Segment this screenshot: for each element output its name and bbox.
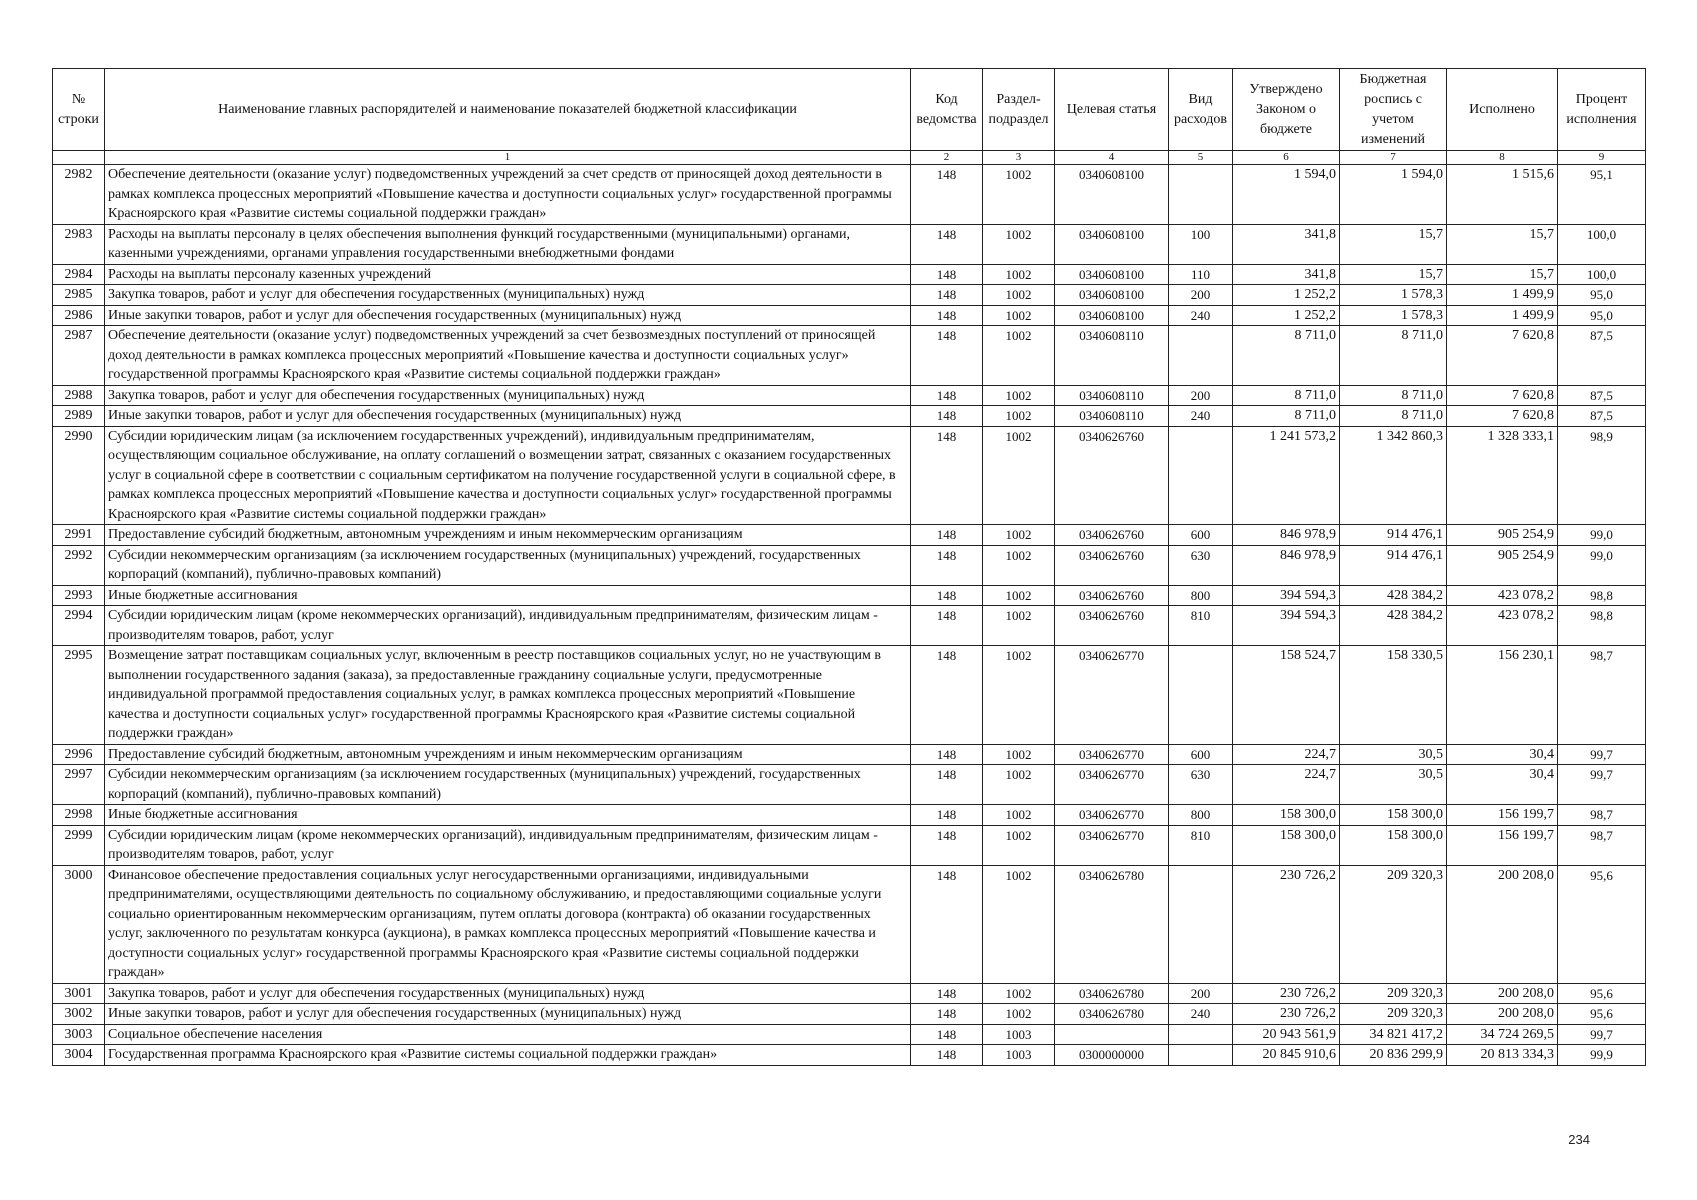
expense-type-cell <box>1169 165 1233 225</box>
budget-schedule-cell: 8 711,0 <box>1340 326 1447 386</box>
expense-type-cell: 600 <box>1169 525 1233 546</box>
row-name-cell: Расходы на выплаты персоналу в целях обеспечения выполнения функций государственными (муниципальными) органами, казенными учреждениями, органами управления государственными внебюджетными фондами <box>105 224 911 264</box>
row-number-cell: 3003 <box>53 1024 105 1045</box>
budget-schedule-cell: 209 320,3 <box>1340 1004 1447 1025</box>
column-number: 5 <box>1169 151 1233 165</box>
target-item-cell <box>1055 1024 1169 1045</box>
row-number-cell: 2993 <box>53 585 105 606</box>
table-row <box>53 805 1646 826</box>
approved-cell: 8 711,0 <box>1233 385 1340 406</box>
target-item-cell: 0340626770 <box>1055 765 1169 805</box>
row-name-cell: Социальное обеспечение населения <box>105 1024 911 1045</box>
table-row <box>53 406 1646 427</box>
approved-cell: 394 594,3 <box>1233 606 1340 646</box>
row-number-cell: 2990 <box>53 426 105 525</box>
executed-cell: 15,7 <box>1447 264 1558 285</box>
executed-cell: 1 499,9 <box>1447 285 1558 306</box>
dept-code-cell: 148 <box>911 426 983 525</box>
table-row <box>53 224 1646 264</box>
executed-cell: 30,4 <box>1447 744 1558 765</box>
dept-code-cell: 148 <box>911 983 983 1004</box>
budget-schedule-cell: 20 836 299,9 <box>1340 1045 1447 1066</box>
dept-code-cell: 148 <box>911 744 983 765</box>
header-budget-schedule: Бюджетная роспись с учетом изменений <box>1340 69 1447 151</box>
table-row <box>53 326 1646 386</box>
section-cell: 1002 <box>983 426 1055 525</box>
percent-cell: 95,6 <box>1558 983 1646 1004</box>
dept-code-cell: 148 <box>911 525 983 546</box>
table-row <box>53 646 1646 745</box>
section-cell: 1002 <box>983 646 1055 745</box>
row-name-cell: Финансовое обеспечение предоставления социальных услуг негосударственными организациями, индивидуальными предпринимателями, осуществляющими деятельность по социальному обслуживанию, и предоставляющими социальные услуги социально ориентированным некоммерческим организациям, путем оплаты договора (контракта) об оказании государственных услуг, заключенного по результатам конкурса (аукциона), в рамках комплекса процессных мероприятий «Повышение качества и доступности социальных услуг» государственной программы Красноярского края «Развитие системы социальной поддержки граждан» <box>105 865 911 983</box>
section-cell: 1002 <box>983 805 1055 826</box>
table-row <box>53 1004 1646 1025</box>
dept-code-cell: 148 <box>911 285 983 306</box>
header-executed: Исполнено <box>1447 69 1558 151</box>
table-row <box>53 825 1646 865</box>
approved-cell: 230 726,2 <box>1233 865 1340 983</box>
executed-cell: 7 620,8 <box>1447 406 1558 427</box>
header-percent: Процент исполнения <box>1558 69 1646 151</box>
header-approved: Утверждено Законом о бюджете <box>1233 69 1340 151</box>
dept-code-cell: 148 <box>911 805 983 826</box>
row-name-cell: Закупка товаров, работ и услуг для обеспечения государственных (муниципальных) нужд <box>105 285 911 306</box>
percent-cell: 99,0 <box>1558 525 1646 546</box>
target-item-cell: 0340626770 <box>1055 805 1169 826</box>
percent-cell: 87,5 <box>1558 406 1646 427</box>
dept-code-cell: 148 <box>911 1024 983 1045</box>
expense-type-cell <box>1169 865 1233 983</box>
section-cell: 1002 <box>983 525 1055 546</box>
table-row <box>53 585 1646 606</box>
table-row <box>53 983 1646 1004</box>
executed-cell: 156 230,1 <box>1447 646 1558 745</box>
row-name-cell: Субсидии некоммерческим организациям (за исключением государственных (муниципальных) учреждений, государственных корпораций (компаний), публично-правовых компаний) <box>105 545 911 585</box>
target-item-cell: 0340608110 <box>1055 385 1169 406</box>
approved-cell: 341,8 <box>1233 264 1340 285</box>
executed-cell: 1 515,6 <box>1447 165 1558 225</box>
section-cell: 1002 <box>983 744 1055 765</box>
approved-cell: 158 524,7 <box>1233 646 1340 745</box>
header-section: Раздел-подраздел <box>983 69 1055 151</box>
row-name-cell: Закупка товаров, работ и услуг для обеспечения государственных (муниципальных) нужд <box>105 385 911 406</box>
approved-cell: 224,7 <box>1233 765 1340 805</box>
budget-schedule-cell: 8 711,0 <box>1340 406 1447 427</box>
section-cell: 1002 <box>983 983 1055 1004</box>
column-number: 7 <box>1340 151 1447 165</box>
percent-cell: 87,5 <box>1558 385 1646 406</box>
row-name-cell: Обеспечение деятельности (оказание услуг) подведомственных учреждений за счет безвозмездных поступлений от приносящей доход деятельности в рамках комплекса процессных мероприятий «Повышение качества и доступности социальных услуг» государственной программы Красноярского края «Развитие системы социальной поддержки граждан» <box>105 326 911 386</box>
expense-type-cell <box>1169 1045 1233 1066</box>
percent-cell: 95,0 <box>1558 285 1646 306</box>
target-item-cell: 0340626760 <box>1055 585 1169 606</box>
target-item-cell: 0340626770 <box>1055 744 1169 765</box>
section-cell: 1002 <box>983 825 1055 865</box>
percent-cell: 98,7 <box>1558 646 1646 745</box>
executed-cell: 156 199,7 <box>1447 805 1558 826</box>
dept-code-cell: 148 <box>911 326 983 386</box>
percent-cell: 98,7 <box>1558 805 1646 826</box>
approved-cell: 224,7 <box>1233 744 1340 765</box>
column-number: 3 <box>983 151 1055 165</box>
approved-cell: 1 594,0 <box>1233 165 1340 225</box>
row-number-cell: 2995 <box>53 646 105 745</box>
approved-cell: 1 252,2 <box>1233 285 1340 306</box>
expense-type-cell: 240 <box>1169 406 1233 427</box>
dept-code-cell: 148 <box>911 545 983 585</box>
row-number-cell: 2985 <box>53 285 105 306</box>
percent-cell: 98,8 <box>1558 585 1646 606</box>
percent-cell: 99,7 <box>1558 765 1646 805</box>
approved-cell: 158 300,0 <box>1233 825 1340 865</box>
target-item-cell: 0340626780 <box>1055 865 1169 983</box>
approved-cell: 1 241 573,2 <box>1233 426 1340 525</box>
row-name-cell: Предоставление субсидий бюджетным, автономным учреждениям и иным некоммерческим организациям <box>105 744 911 765</box>
table-row <box>53 744 1646 765</box>
budget-schedule-cell: 30,5 <box>1340 744 1447 765</box>
approved-cell: 341,8 <box>1233 224 1340 264</box>
expense-type-cell: 100 <box>1169 224 1233 264</box>
section-cell: 1002 <box>983 406 1055 427</box>
percent-cell: 99,7 <box>1558 1024 1646 1045</box>
column-number: 6 <box>1233 151 1340 165</box>
budget-schedule-cell: 209 320,3 <box>1340 865 1447 983</box>
row-number-cell: 2997 <box>53 765 105 805</box>
row-number-cell: 2984 <box>53 264 105 285</box>
expense-type-cell: 800 <box>1169 585 1233 606</box>
budget-schedule-cell: 428 384,2 <box>1340 585 1447 606</box>
dept-code-cell: 148 <box>911 165 983 225</box>
executed-cell: 200 208,0 <box>1447 983 1558 1004</box>
expense-type-cell: 810 <box>1169 606 1233 646</box>
table-row <box>53 606 1646 646</box>
section-cell: 1002 <box>983 285 1055 306</box>
section-cell: 1002 <box>983 545 1055 585</box>
expense-type-cell: 630 <box>1169 765 1233 805</box>
section-cell: 1003 <box>983 1045 1055 1066</box>
target-item-cell: 0340626770 <box>1055 646 1169 745</box>
row-name-cell: Субсидии некоммерческим организациям (за исключением государственных (муниципальных) учреждений, государственных корпораций (компаний), публично-правовых компаний) <box>105 765 911 805</box>
approved-cell: 394 594,3 <box>1233 585 1340 606</box>
row-name-cell: Субсидии юридическим лицам (кроме некоммерческих организаций), индивидуальным предпринимателям, физическим лицам - производителям товаров, работ, услуг <box>105 825 911 865</box>
approved-cell: 846 978,9 <box>1233 525 1340 546</box>
executed-cell: 20 813 334,3 <box>1447 1045 1558 1066</box>
executed-cell: 7 620,8 <box>1447 326 1558 386</box>
executed-cell: 200 208,0 <box>1447 1004 1558 1025</box>
executed-cell: 30,4 <box>1447 765 1558 805</box>
row-number-cell: 2982 <box>53 165 105 225</box>
row-number-cell: 2988 <box>53 385 105 406</box>
executed-cell: 905 254,9 <box>1447 545 1558 585</box>
executed-cell: 423 078,2 <box>1447 606 1558 646</box>
row-number-cell: 2987 <box>53 326 105 386</box>
dept-code-cell: 148 <box>911 765 983 805</box>
dept-code-cell: 148 <box>911 305 983 326</box>
budget-execution-table <box>52 68 1646 1066</box>
row-name-cell: Субсидии юридическим лицам (кроме некоммерческих организаций), индивидуальным предпринимателям, физическим лицам - производителям товаров, работ, услуг <box>105 606 911 646</box>
section-cell: 1002 <box>983 765 1055 805</box>
header-dept-code: Код ведомства <box>911 69 983 151</box>
budget-schedule-cell: 428 384,2 <box>1340 606 1447 646</box>
expense-type-cell: 200 <box>1169 285 1233 306</box>
dept-code-cell: 148 <box>911 264 983 285</box>
expense-type-cell: 240 <box>1169 305 1233 326</box>
expense-type-cell <box>1169 326 1233 386</box>
section-cell: 1002 <box>983 865 1055 983</box>
row-name-cell: Расходы на выплаты персоналу казенных учреждений <box>105 264 911 285</box>
target-item-cell: 0340608100 <box>1055 264 1169 285</box>
row-name-cell: Обеспечение деятельности (оказание услуг) подведомственных учреждений за счет средств от приносящей доход деятельности в рамках комплекса процессных мероприятий «Повышение качества и доступности социальных услуг» государственной программы Красноярского края «Развитие системы социальной поддержки граждан» <box>105 165 911 225</box>
budget-schedule-cell: 158 330,5 <box>1340 646 1447 745</box>
row-name-cell: Иные закупки товаров, работ и услуг для обеспечения государственных (муниципальных) нужд <box>105 406 911 427</box>
budget-schedule-cell: 1 578,3 <box>1340 305 1447 326</box>
target-item-cell: 0340608100 <box>1055 165 1169 225</box>
budget-schedule-cell: 209 320,3 <box>1340 983 1447 1004</box>
row-number-cell: 3000 <box>53 865 105 983</box>
percent-cell: 100,0 <box>1558 264 1646 285</box>
percent-cell: 100,0 <box>1558 224 1646 264</box>
percent-cell: 95,6 <box>1558 1004 1646 1025</box>
table-row <box>53 285 1646 306</box>
expense-type-cell: 630 <box>1169 545 1233 585</box>
row-name-cell: Субсидии юридическим лицам (за исключением государственных учреждений), индивидуальным предпринимателям, осуществляющим социальное обслуживание, на оплату соглашений о возмещении затрат, связанных с оказанием государственных услуг в социальной сфере в соответствии с социальным сертификатом на получение государственной услуги в социальной сфере, в рамках комплекса процессных мероприятий «Повышение качества и доступности социальных услуг» государственной программы Красноярского края «Развитие системы социальной поддержки граждан» <box>105 426 911 525</box>
row-name-cell: Государственная программа Красноярского края «Развитие системы социальной поддержки граждан» <box>105 1045 911 1066</box>
percent-cell: 87,5 <box>1558 326 1646 386</box>
target-item-cell: 0340626760 <box>1055 545 1169 585</box>
percent-cell: 98,8 <box>1558 606 1646 646</box>
dept-code-cell: 148 <box>911 406 983 427</box>
dept-code-cell: 148 <box>911 224 983 264</box>
executed-cell: 7 620,8 <box>1447 385 1558 406</box>
budget-schedule-cell: 158 300,0 <box>1340 825 1447 865</box>
row-number-cell: 2983 <box>53 224 105 264</box>
expense-type-cell: 200 <box>1169 385 1233 406</box>
executed-cell: 423 078,2 <box>1447 585 1558 606</box>
column-number-row <box>53 151 1646 165</box>
table-row <box>53 1045 1646 1066</box>
target-item-cell: 0340608110 <box>1055 326 1169 386</box>
dept-code-cell: 148 <box>911 385 983 406</box>
row-number-cell: 2992 <box>53 545 105 585</box>
dept-code-cell: 148 <box>911 585 983 606</box>
row-number-cell: 2998 <box>53 805 105 826</box>
expense-type-cell <box>1169 426 1233 525</box>
section-cell: 1002 <box>983 326 1055 386</box>
budget-schedule-cell: 1 342 860,3 <box>1340 426 1447 525</box>
expense-type-cell: 600 <box>1169 744 1233 765</box>
column-number: 8 <box>1447 151 1558 165</box>
approved-cell: 1 252,2 <box>1233 305 1340 326</box>
row-number-cell: 2999 <box>53 825 105 865</box>
target-item-cell: 0340608100 <box>1055 285 1169 306</box>
table-row <box>53 165 1646 225</box>
table-row <box>53 385 1646 406</box>
budget-schedule-cell: 30,5 <box>1340 765 1447 805</box>
target-item-cell: 0340626780 <box>1055 1004 1169 1025</box>
dept-code-cell: 148 <box>911 1004 983 1025</box>
executed-cell: 200 208,0 <box>1447 865 1558 983</box>
expense-type-cell <box>1169 646 1233 745</box>
percent-cell: 95,1 <box>1558 165 1646 225</box>
executed-cell: 15,7 <box>1447 224 1558 264</box>
dept-code-cell: 148 <box>911 825 983 865</box>
approved-cell: 8 711,0 <box>1233 326 1340 386</box>
target-item-cell: 0340626760 <box>1055 606 1169 646</box>
dept-code-cell: 148 <box>911 646 983 745</box>
percent-cell: 98,9 <box>1558 426 1646 525</box>
executed-cell: 34 724 269,5 <box>1447 1024 1558 1045</box>
budget-schedule-cell: 914 476,1 <box>1340 545 1447 585</box>
header-row-no: № строки <box>53 69 105 151</box>
budget-schedule-cell: 158 300,0 <box>1340 805 1447 826</box>
budget-schedule-cell: 15,7 <box>1340 224 1447 264</box>
percent-cell: 99,0 <box>1558 545 1646 585</box>
column-number: 4 <box>1055 151 1169 165</box>
expense-type-cell: 810 <box>1169 825 1233 865</box>
target-item-cell: 0300000000 <box>1055 1045 1169 1066</box>
budget-schedule-cell: 914 476,1 <box>1340 525 1447 546</box>
row-name-cell: Иные закупки товаров, работ и услуг для обеспечения государственных (муниципальных) нужд <box>105 305 911 326</box>
expense-type-cell: 240 <box>1169 1004 1233 1025</box>
row-name-cell: Иные бюджетные ассигнования <box>105 585 911 606</box>
section-cell: 1002 <box>983 1004 1055 1025</box>
table-row <box>53 426 1646 525</box>
header-name: Наименование главных распорядителей и наименование показателей бюджетной классификации <box>105 69 911 151</box>
header-expense-type: Вид расходов <box>1169 69 1233 151</box>
table-row <box>53 545 1646 585</box>
executed-cell: 1 328 333,1 <box>1447 426 1558 525</box>
row-name-cell: Возмещение затрат поставщикам социальных услуг, включенным в реестр поставщиков социальных услуг, но не участвующим в выполнении государственного задания (заказа), за предоставленные гражданину социальные услуги, предусмотренные индивидуальной программой предоставления социальных услуг, в рамках комплекса процессных мероприятий «Повышение качества и доступности социальных услуг» государственной программы Красноярского края «Развитие системы социальной поддержки граждан» <box>105 646 911 745</box>
executed-cell: 1 499,9 <box>1447 305 1558 326</box>
table-row <box>53 765 1646 805</box>
target-item-cell: 0340608100 <box>1055 305 1169 326</box>
percent-cell: 99,7 <box>1558 744 1646 765</box>
approved-cell: 20 845 910,6 <box>1233 1045 1340 1066</box>
expense-type-cell: 110 <box>1169 264 1233 285</box>
target-item-cell: 0340608110 <box>1055 406 1169 427</box>
expense-type-cell <box>1169 1024 1233 1045</box>
section-cell: 1002 <box>983 585 1055 606</box>
approved-cell: 20 943 561,9 <box>1233 1024 1340 1045</box>
row-number-cell: 2994 <box>53 606 105 646</box>
percent-cell: 95,6 <box>1558 865 1646 983</box>
column-number: 9 <box>1558 151 1646 165</box>
column-number <box>53 151 105 165</box>
section-cell: 1002 <box>983 606 1055 646</box>
header-row <box>53 69 1646 151</box>
executed-cell: 156 199,7 <box>1447 825 1558 865</box>
approved-cell: 230 726,2 <box>1233 1004 1340 1025</box>
row-number-cell: 3001 <box>53 983 105 1004</box>
column-number: 1 <box>105 151 911 165</box>
expense-type-cell: 200 <box>1169 983 1233 1004</box>
row-name-cell: Иные закупки товаров, работ и услуг для обеспечения государственных (муниципальных) нужд <box>105 1004 911 1025</box>
row-name-cell: Иные бюджетные ассигнования <box>105 805 911 826</box>
dept-code-cell: 148 <box>911 865 983 983</box>
approved-cell: 158 300,0 <box>1233 805 1340 826</box>
row-number-cell: 2991 <box>53 525 105 546</box>
column-number: 2 <box>911 151 983 165</box>
budget-schedule-cell: 1 594,0 <box>1340 165 1447 225</box>
budget-schedule-cell: 15,7 <box>1340 264 1447 285</box>
row-number-cell: 3002 <box>53 1004 105 1025</box>
budget-schedule-cell: 8 711,0 <box>1340 385 1447 406</box>
target-item-cell: 0340608100 <box>1055 224 1169 264</box>
header-target-item: Целевая статья <box>1055 69 1169 151</box>
table-row <box>53 865 1646 983</box>
section-cell: 1002 <box>983 224 1055 264</box>
page-number: 234 <box>1568 1132 1590 1147</box>
table-row <box>53 264 1646 285</box>
row-name-cell: Закупка товаров, работ и услуг для обеспечения государственных (муниципальных) нужд <box>105 983 911 1004</box>
row-number-cell: 3004 <box>53 1045 105 1066</box>
target-item-cell: 0340626780 <box>1055 983 1169 1004</box>
table-row <box>53 305 1646 326</box>
dept-code-cell: 148 <box>911 1045 983 1066</box>
percent-cell: 98,7 <box>1558 825 1646 865</box>
row-number-cell: 2989 <box>53 406 105 427</box>
approved-cell: 230 726,2 <box>1233 983 1340 1004</box>
percent-cell: 99,9 <box>1558 1045 1646 1066</box>
row-number-cell: 2996 <box>53 744 105 765</box>
section-cell: 1002 <box>983 264 1055 285</box>
target-item-cell: 0340626770 <box>1055 825 1169 865</box>
row-number-cell: 2986 <box>53 305 105 326</box>
section-cell: 1003 <box>983 1024 1055 1045</box>
dept-code-cell: 148 <box>911 606 983 646</box>
expense-type-cell: 800 <box>1169 805 1233 826</box>
table-row <box>53 1024 1646 1045</box>
target-item-cell: 0340626760 <box>1055 525 1169 546</box>
section-cell: 1002 <box>983 385 1055 406</box>
table-row <box>53 525 1646 546</box>
section-cell: 1002 <box>983 165 1055 225</box>
budget-schedule-cell: 34 821 417,2 <box>1340 1024 1447 1045</box>
executed-cell: 905 254,9 <box>1447 525 1558 546</box>
percent-cell: 95,0 <box>1558 305 1646 326</box>
section-cell: 1002 <box>983 305 1055 326</box>
row-name-cell: Предоставление субсидий бюджетным, автономным учреждениям и иным некоммерческим организациям <box>105 525 911 546</box>
target-item-cell: 0340626760 <box>1055 426 1169 525</box>
approved-cell: 846 978,9 <box>1233 545 1340 585</box>
budget-schedule-cell: 1 578,3 <box>1340 285 1447 306</box>
approved-cell: 8 711,0 <box>1233 406 1340 427</box>
